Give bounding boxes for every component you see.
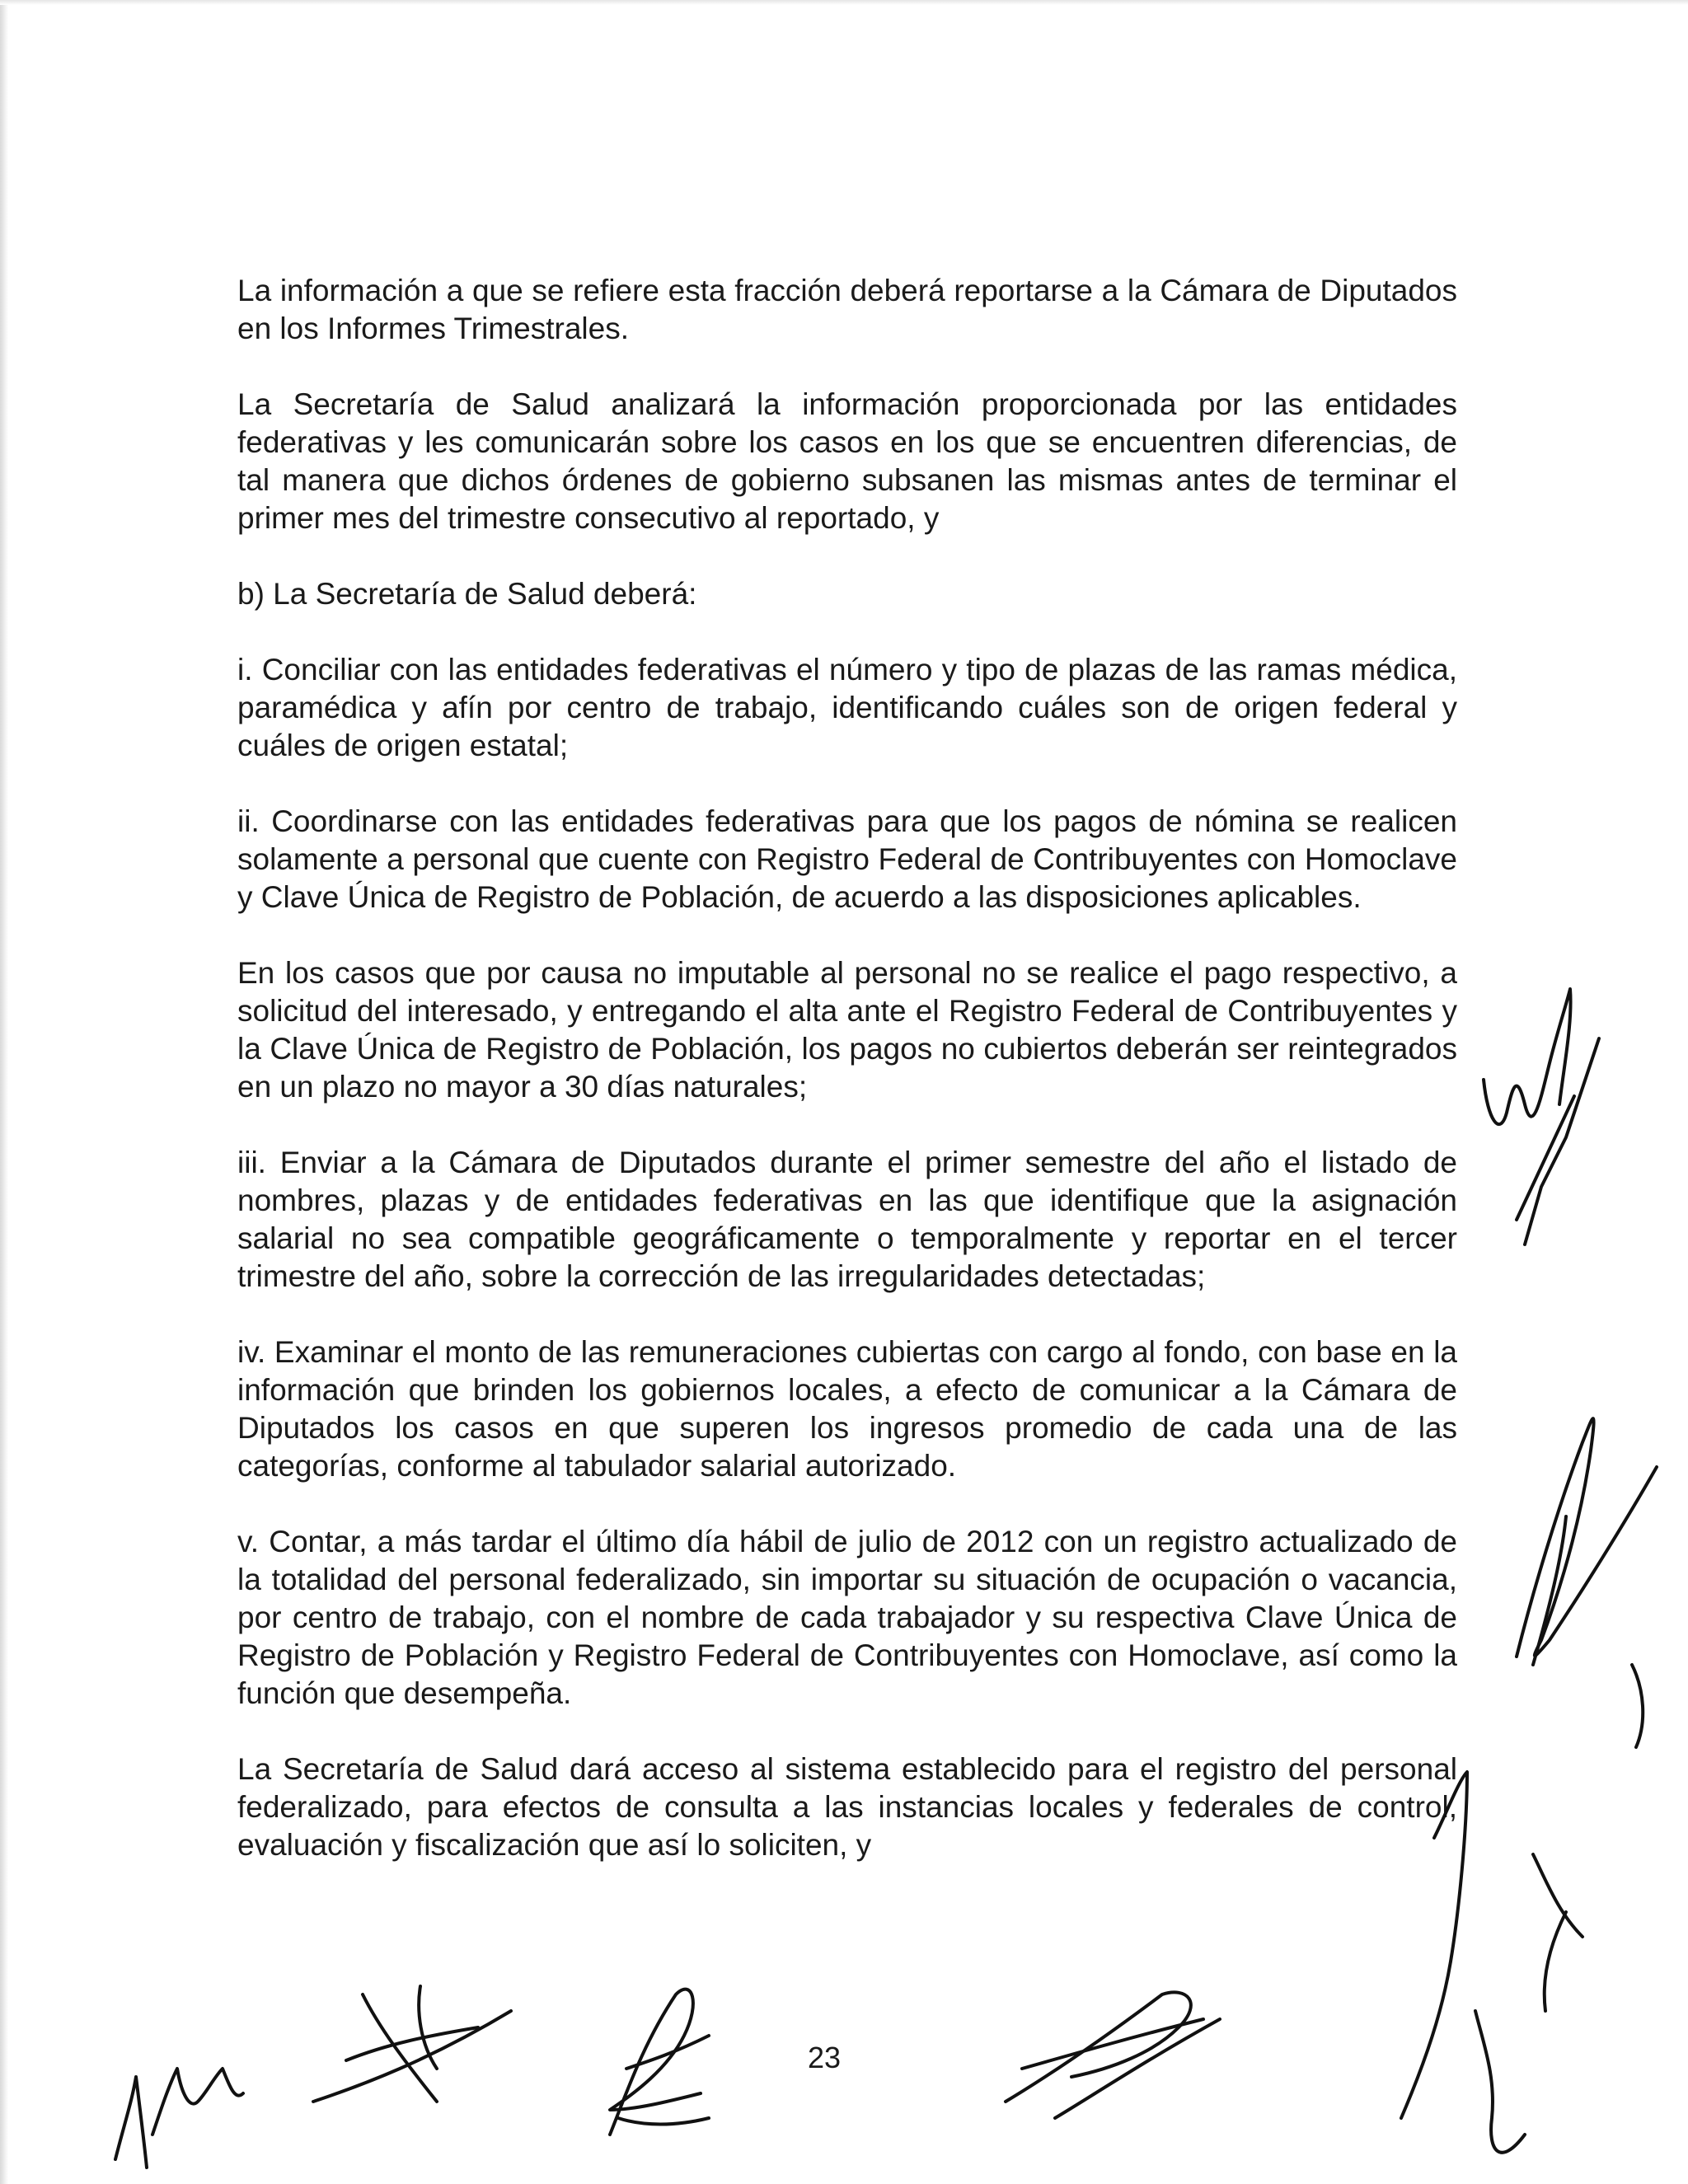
scan-edge-left: [0, 0, 8, 2184]
page-number: 23: [808, 2041, 842, 2074]
document-body: [237, 272, 1457, 1902]
paragraph-casos-pago: En los casos que por causa no imputable al personal no se realice el pago respectivo, a solicitud del interesado, y entregando el alta ante el Registro Federal de Contribuyentes y la Clave Única de Registro de Población, los pagos no cubiertos deberán ser reintegrados en un plazo no mayor a 30 días naturales;: [237, 956, 1457, 1104]
signature-bottom-1-icon: [297, 1961, 544, 2126]
paragraph-inciso-b: b) La Secretaría de Salud deberá:: [237, 577, 697, 611]
signature-bottom-right-icon: [1335, 1764, 1607, 2176]
signature-bottom-2-icon: [577, 1970, 725, 2159]
signature-right-2-icon: [1500, 1393, 1665, 1755]
scan-edge-top: [0, 0, 1688, 5]
paragraph-item-ii: ii. Coordinarse con las entidades federativas para que los pagos de nómina se realicen solamente a personal que cuente con Registro Federal de Contribuyentes con Homoclave y Clave Única de Registro de Población, de acuerdo a las disposiciones aplicables.: [237, 804, 1457, 914]
initials-bottom-left-icon: [99, 1986, 256, 2184]
paragraph-item-iv: iv. Examinar el monto de las remuneraciones cubiertas con cargo al fondo, con base en la información que brinden los gobiernos locales, a efecto de comunicar a la Cámara de Diputados los casos en que superen los ingresos promedio de cada una de las categorías, conforme al tabulador salarial autorizado.: [237, 1335, 1457, 1483]
signature-bottom-3-icon: [973, 1970, 1236, 2135]
paragraph-analisis-informacion: La Secretaría de Salud analizará la información proporcionada por las entidades federativas y les comunicarán sobre los casos en los que se encuentren diferencias, de tal manera que dichos órdenes de gobierno subsanen las mismas antes de terminar el primer mes del trimestre consecutivo al reportado, y: [237, 387, 1457, 535]
paragraph-acceso-sistema: La Secretaría de Salud dará acceso al sistema establecido para el registro del personal federalizado, para efectos de consulta a las instancias locales y federales de control, evaluación y fiscalización que así lo soliciten, y: [237, 1752, 1457, 1862]
paragraph-item-i: i. Conciliar con las entidades federativas el número y tipo de plazas de las ramas médica, paramédica y afín por centro de trabajo, identificando cuáles son de origen federal y cuáles de origen estatal;: [237, 653, 1457, 762]
signature-right-1-icon: [1467, 972, 1607, 1253]
paragraph-informes-trimestrales: La información a que se refiere esta fracción deberá reportarse a la Cámara de Diputados en los Informes Trimestrales.: [237, 274, 1457, 345]
paragraph-item-v: v. Contar, a más tardar el último día hábil de julio de 2012 con un registro actualizado de la totalidad del personal federalizado, sin importar su situación de ocupación o vacancia, por centro de trabajo, con el nombre de cada trabajador y su respectiva Clave Única de Registro de Población y Registro Federal de Contribuyentes con Homoclave, así como la función que desempeña.: [237, 1525, 1457, 1710]
paragraph-item-iii: iii. Enviar a la Cámara de Diputados durante el primer semestre del año el listado de nombres, plazas y de entidades federativas en las que identifique que la asignación salarial no sea compatible geográficamente o temporalmente y reportar en el tercer trimestre del año, sobre la corrección de las irregularidades detectadas;: [237, 1146, 1457, 1293]
